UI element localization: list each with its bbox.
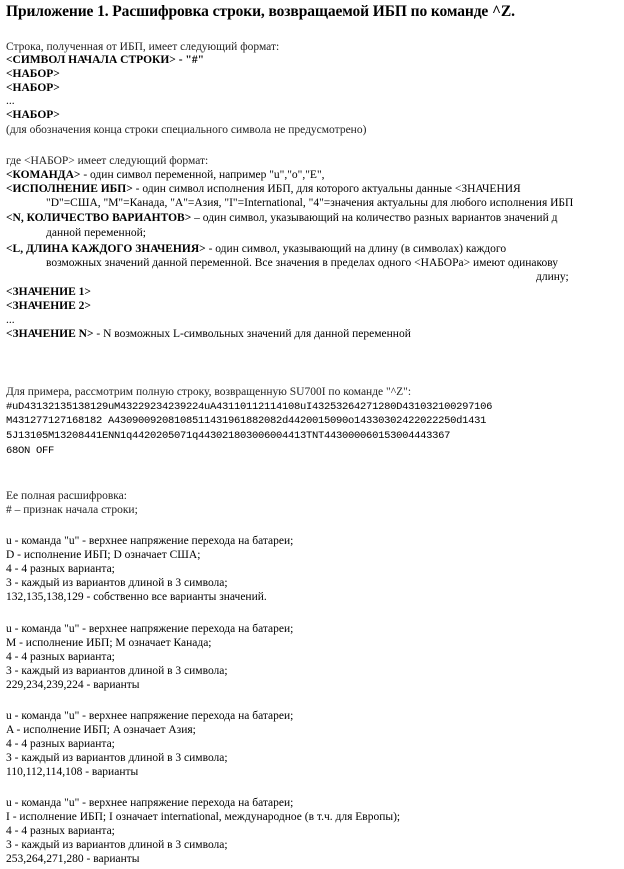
set-field-ellipsis: ... (6, 314, 15, 326)
block-2-vals: 229,234,239,224 - варианты (6, 679, 140, 691)
format-line-set-1: <НАБОР> (6, 68, 60, 80)
block-1-cmd: u - команда "u" - верхнее напряжение перехода на батареи; (6, 535, 294, 547)
format-line-note: (для обозначения конца строки специального символа не предусмотрено) (6, 124, 367, 136)
block-1-len: 3 - каждый из вариантов длиной в 3 символа; (6, 577, 228, 589)
document-page (6, 0, 624, 869)
block-3-vals: 110,112,114,108 - варианты (6, 766, 139, 778)
block-2-len: 3 - каждый из вариантов длиной в 3 символа; (6, 665, 228, 677)
block-3-count: 4 - 4 разных варианта; (6, 738, 115, 750)
set-field-exec-cont: "D"=США, "M"=Канада, "A"=Азия, "I"=International, "4"=значения актуальны для любого исполнения ИБП (46, 197, 574, 209)
example-intro: Для примера, рассмотрим полную строку, возвращенную SU700I по команде "^Z": (6, 386, 412, 398)
block-3-len: 3 - каждый из вариантов длиной в 3 символа; (6, 752, 228, 764)
set-field-length-cont1: возможных значений данной переменной. Все значения в пределах одного <НАБОРа> имеют одинакову (46, 257, 559, 269)
command-desc: - один символ переменной, например "u","o","E", (80, 169, 325, 181)
set-field-value-1: <ЗНАЧЕНИЕ 1> (6, 286, 91, 298)
format-line-set-2: <НАБОР> (6, 82, 60, 94)
block-4-exec: I - исполнение ИБП; I означает international, международное (в т.ч. для Европы); (6, 811, 401, 823)
set-field-count-cont: данной переменной; (46, 227, 146, 239)
example-code-line-3: 5J13105M13208441ENN1q4420205071q443021803006004413TNT443000060153004443367 (6, 430, 451, 442)
block-1-count: 4 - 4 разных варианта; (6, 563, 115, 575)
exec-desc: - один символ исполнения ИБП, для которого актуальны данные <ЗНАЧЕНИЯ (132, 183, 521, 195)
block-3-exec: A - исполнение ИБП; A означает Азия; (6, 724, 196, 736)
value-n-desc: - N возможных L-символьных значений для данной переменной (93, 328, 411, 340)
set-field-command (6, 168, 325, 182)
set-field-exec (6, 182, 521, 196)
example-code-line-4: 68ON OFF (6, 445, 55, 457)
block-4-count: 4 - 4 разных варианта; (6, 825, 115, 837)
set-field-length-cont2: длину; (536, 271, 569, 283)
set-intro: где <НАБОР> имеет следующий формат: (6, 155, 209, 167)
block-4-len: 3 - каждый из вариантов длиной в 3 символа; (6, 839, 228, 851)
block-2-count: 4 - 4 разных варианта; (6, 651, 115, 663)
block-4-cmd: u - команда "u" - верхнее напряжение перехода на батареи; (6, 797, 294, 809)
length-desc: - один символ, указывающий на длину (в символах) каждого (205, 243, 507, 255)
format-line-ellipsis: ... (6, 95, 15, 107)
block-1-exec: D - исполнение ИБП; D означает США; (6, 549, 201, 561)
block-2-cmd: u - команда "u" - верхнее напряжение перехода на батареи; (6, 623, 294, 635)
example-code-line-1: #uD43132135138129uM43229234239224uA43110112114108uI43253264271280D431032100297106 (6, 401, 493, 413)
count-term: <N, КОЛИЧЕСТВО ВАРИАНТОВ> (6, 212, 192, 224)
decode-intro: Ее полная расшифровка: (6, 490, 127, 502)
format-line-set-last: <НАБОР> (6, 109, 60, 121)
command-term: <КОМАНДА> (6, 169, 81, 181)
block-2-exec: M - исполнение ИБП; M означает Канада; (6, 637, 212, 649)
set-field-count (6, 211, 557, 225)
set-field-length (6, 242, 506, 256)
decode-start: # – признак начала строки; (6, 504, 138, 516)
block-3-cmd: u - команда "u" - верхнее напряжение перехода на батареи; (6, 710, 294, 722)
block-1-vals: 132,135,138,129 - собственно все варианты значений. (6, 591, 267, 603)
exec-term: <ИСПОЛНЕНИЕ ИБП> (6, 183, 133, 195)
set-field-value-2: <ЗНАЧЕНИЕ 2> (6, 300, 91, 312)
length-term: <L, ДЛИНА КАЖДОГО ЗНАЧЕНИЯ> (6, 243, 206, 255)
block-4-vals: 253,264,271,280 - варианты (6, 853, 140, 865)
value-n-term: <ЗНАЧЕНИЕ N> (6, 328, 94, 340)
count-desc: – один символ, указывающий на количество разных вариантов значений д (191, 212, 558, 224)
format-line-start-symbol: <СИМВОЛ НАЧАЛА СТРОКИ> - "#" (6, 54, 204, 66)
page-title: Приложение 1. Расшифровка строки, возвращаемой ИБП по команде ^Z. (6, 3, 515, 20)
format-intro: Строка, полученная от ИБП, имеет следующий формат: (6, 41, 280, 53)
example-code-line-2: M431277127168182 A4309009208108511431961882082d4420015090o14330302422022250d1431 (6, 415, 487, 427)
set-field-value-n (6, 327, 411, 341)
